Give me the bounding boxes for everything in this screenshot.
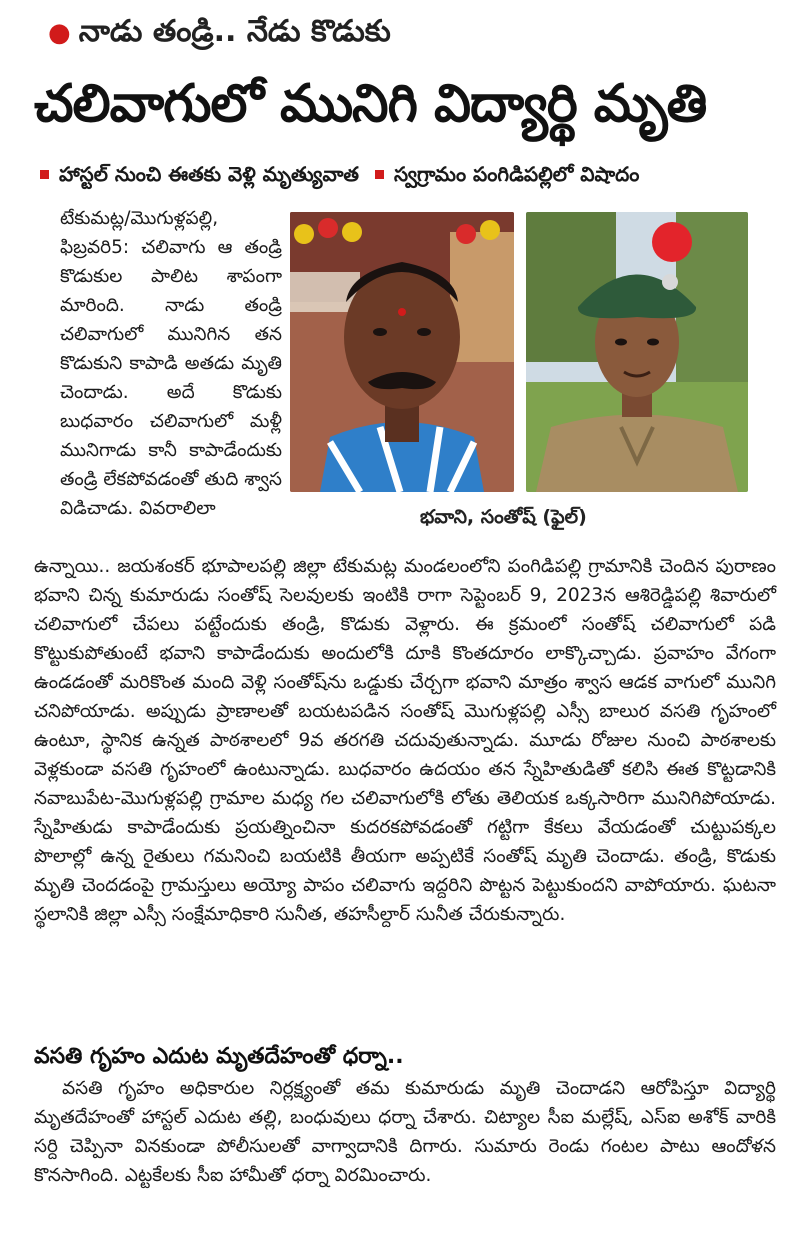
kicker-bullet-icon: ● (48, 18, 71, 48)
son-portrait-illustration (526, 212, 748, 492)
photo-caption: భవాని, సంతోష్ (ఫైల్) (420, 506, 587, 528)
headline: చలివాగులో మునిగి విద్యార్థి మృతి (34, 74, 707, 134)
final-paragraph: వసతి గృహం అధికారుల నిర్లక్ష్యంతో తమ కుమారుడు మృతి చెందాడని ఆరోపిస్తూ విద్యార్థి మృతదేహంతో హాస్టల్ ఎదుట తల్లి, బంధువులు ధర్నా చేశారు. చిట్యాల సీఐ మల్లేష్, ఎస్ఐ అశోక్ వారికి సర్ది చెప్పినా వినకుండా పోలీసులతో వాగ్వాదానికి దిగారు. సుమారు రెండు గంటల పాటు ఆందోళన కొనసాగింది. ఎట్టకేలకు సీఐ హామీతో ధర్నా విరమించారు. (34, 1078, 776, 1186)
kicker (48, 14, 391, 56)
subhead-1: హాస్టల్ నుంచి ఈతకు వెళ్లి మృత్యువాత (59, 162, 359, 186)
intro-text: చలివాగు ఆ తండ్రి కొడుకుల పాలిట శాపంగా మారింది. నాడు తండ్రి చలివాగులో మునిగిన తన కొడుకుని కాపాడి అతడు మృతి చెందాడు. అదే కొడుకు బుధవారం చలివాగులో మళ్లీ మునిగాడు కానీ కాపాడేందుకు తండ్రి లేకపోవడంతో తుది శ్వాస విడిచాడు. వివరాలిలా (60, 237, 282, 519)
subhead-2: స్వగ్రామం పంగిడిపల్లిలో విషాదం (394, 162, 640, 186)
subheadlines (40, 162, 780, 191)
dateline: టేకుమట్ల/మొగుళ్లపల్లి, ఫిబ్రవరి5: (60, 208, 219, 258)
photo-father (290, 212, 514, 492)
photo-son (526, 212, 748, 492)
section-subheading: వసతి గృహం ఎదుట మృతదేహంతో ధర్నా.. (34, 1044, 404, 1069)
square-bullet-icon (40, 170, 49, 179)
left-column (60, 204, 282, 523)
square-bullet-icon (375, 170, 384, 179)
kicker-text: నాడు తండ్రి.. నేడు కొడుకు (78, 14, 391, 49)
intro-paragraph (60, 204, 282, 523)
father-portrait-illustration (290, 212, 514, 492)
main-paragraph: ఉన్నాయి.. జయశంకర్ భూపాలపల్లి జిల్లా టేకుమట్ల మండలంలోని పంగిడిపల్లి గ్రామానికి చెందిన పురాణం భవాని చిన్న కుమారుడు సంతోష్ సెలవులకు ఇంటికి రాగా సెప్టెంబర్ 9, 2023న ఆశిరెడ్డిపల్లి శివారులో చలివాగులో చేపలు పట్టేందుకు తండ్రి, కొడుకు వెళ్లారు. ఈ క్రమంలో సంతోష్ చలివాగులో పడి కొట్టుకుపోతుంటే భవాని కాపాడేందుకు అందులోకి దూకి కొంతదూరం లాక్కొచ్చాడు. ప్రవాహం వేగంగా ఉండడంతో మరికొంత మంది వెళ్లి సంతోష్‌ను ఒడ్డుకు చేర్చగా భవాని మాత్రం శ్వాస ఆడక వాగులో మునిగి చనిపోయాడు. అప్పుడు ప్రాణాలతో బయటపడిన సంతోష్ మొగుళ్లపల్లి ఎస్సీ బాలుర వసతి గృహంలో ఉంటూ, స్థానిక ఉన్నత పాఠశాలలో 9వ తరగతి చదువుతున్నాడు. మూడు రోజుల నుంచి పాఠశాలకు వెళ్లకుండా వసతి గృహంలో ఉంటున్నాడు. బుధవారం ఉదయం తన స్నేహితుడితో కలిసి ఈత కొట్టడానికి నవాబుపేట-మొగుళ్లపల్లి గ్రామాల మధ్య గల చలివాగులోకి లోతు తెలియక ఒక్కసారిగా మునిగిపోయాడు. స్నేహితుడు కాపాడేందుకు ప్రయత్నించినా కుదరకపోవడంతో గట్టిగా కేకలు వేయడంతో చుట్టుపక్కల పొలాల్లో ఉన్న రైతులు గమనించి బయటికి తీయగా అప్పటికే సంతోష్ మృతి చెందాడు. తండ్రి, కొడుకు మృతి చెందడంపై గ్రామస్తులు అయ్యో పాపం చలివాగు ఇద్దరిని పొట్టన పెట్టుకుందని వాపోయారు. ఘటనా స్థలానికి జిల్లా ఎస్సీ సంక్షేమాధికారి సునీత, తహసీల్దార్ సునీత చేరుకున్నారు. (34, 556, 776, 925)
